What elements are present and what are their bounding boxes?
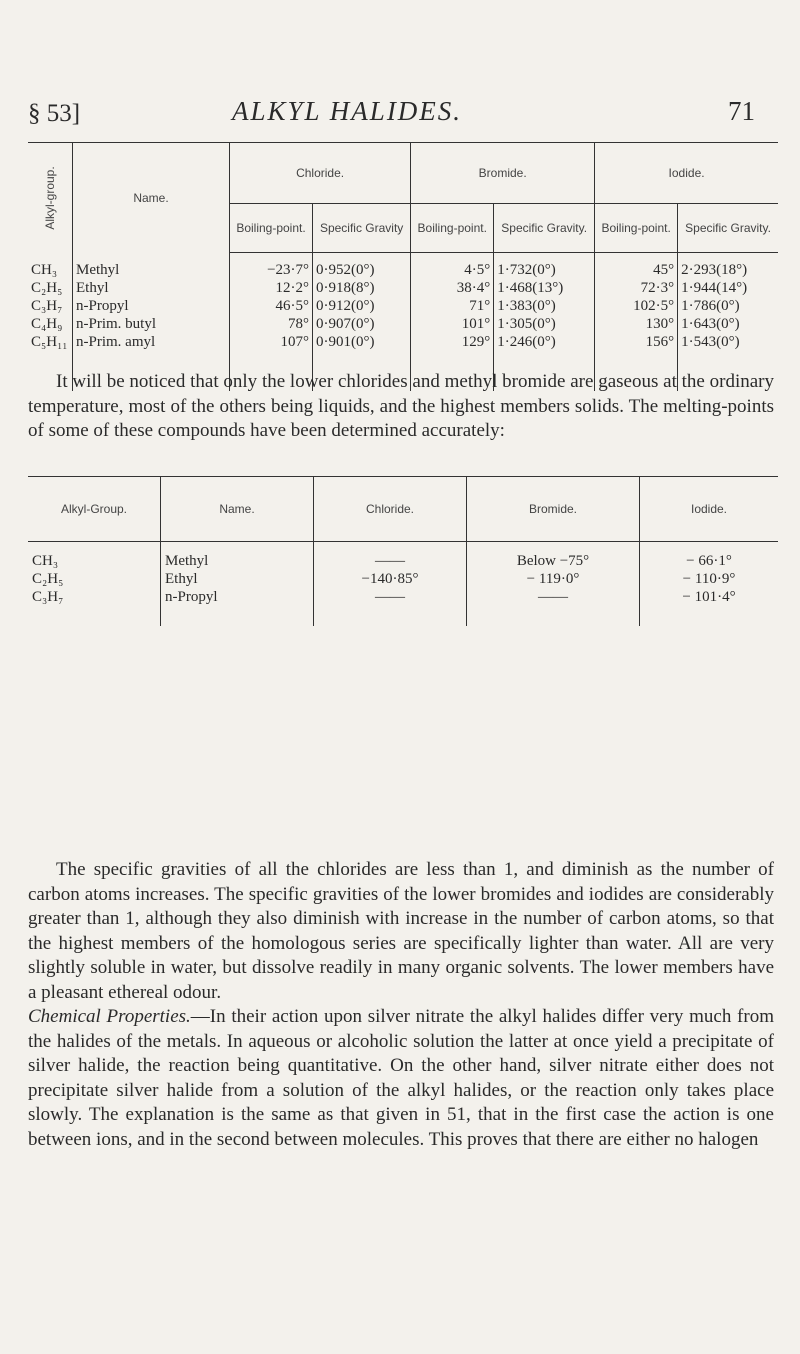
chloride-bp: 107° xyxy=(230,333,313,391)
table-row xyxy=(28,315,778,333)
chloride-bp: −23·7° xyxy=(230,253,313,280)
bromide-bp: 4·5° xyxy=(411,253,494,280)
table-row xyxy=(28,570,778,588)
paragraph-chemical-properties: —In their action upon silver nitrate the alkyl halides differ very much from the halides of the metals. In aqueous or alcoholic solution the latter at once yield a precipitate of silver halide, the reaction being quantitative. On the other hand, silver nitrate either does not precipitate silver halide from a solution of the alkyl halides, or the reaction only takes place slowly. The explanation is the same as that given in 51, that in the first case the action is one between ions, and in the second between molecules. This proves that there are either no halogen xyxy=(28,1006,774,1150)
bromide-mp: Below −75° xyxy=(467,542,640,571)
formula: C₂H₅ xyxy=(32,571,64,587)
compound-name: Methyl xyxy=(73,253,230,280)
col-alkyl-group: Alkyl-group. xyxy=(28,143,73,253)
bromide-bp: 71° xyxy=(411,297,494,315)
chloride-sg: 0·912(0°) xyxy=(313,297,411,315)
iodide-sg: 1·786(0°) xyxy=(678,297,778,315)
col-name: Name. xyxy=(161,477,314,542)
formula: C₃H₇ xyxy=(32,589,64,605)
subhead-iodide-sg: Specific Gravity. xyxy=(678,204,778,253)
subhead-chloride-sg: Specific Gravity xyxy=(313,204,411,253)
iodide-bp: 45° xyxy=(595,253,678,280)
table-row xyxy=(28,297,778,315)
paragraph-melting-intro: It will be noticed that only the lower chlorides and methyl bromide are gaseous at the ordinary temperature, most of the others being liquids, and the highest members solids. The melting-points of some of these compounds have been determined accurately: xyxy=(28,371,774,441)
iodide-sg: 2·293(18°) xyxy=(678,253,778,280)
compound-name: Ethyl xyxy=(161,570,314,588)
section-reference: § 53] xyxy=(28,100,81,127)
group-iodide: Iodide. xyxy=(595,143,778,204)
col-chloride: Chloride. xyxy=(314,477,467,542)
bromide-sg: 1·246(0°) xyxy=(494,333,595,391)
chloride-mp: −140·85° xyxy=(314,570,467,588)
page-header xyxy=(0,80,800,130)
iodide-mp: − 101·4° xyxy=(640,588,779,626)
paragraph-specific-gravities: The specific gravities of all the chlorides are less than 1, and diminish as the number of carbon atoms increases. The specific gravities of the lower bromides and iodides are considerably greater than 1, although they also diminish with increase in the number of carbon atoms, so that the highest members of the homologous series are specifically lighter than water. All are very slightly soluble in water, but dissolve readily in many organic solvents. The lower members have a pleasant ethereal odour. xyxy=(28,859,774,1003)
col-iodide: Iodide. xyxy=(640,477,779,542)
table-row xyxy=(28,588,778,626)
bromide-mp: − 119·0° xyxy=(467,570,640,588)
bromide-bp: 38·4° xyxy=(411,279,494,297)
group-bromide: Bromide. xyxy=(411,143,595,204)
iodide-bp: 156° xyxy=(595,333,678,391)
col-bromide: Bromide. xyxy=(467,477,640,542)
bromide-bp: 101° xyxy=(411,315,494,333)
subhead-iodide-bp: Boiling-point. xyxy=(595,204,678,253)
paragraph-properties xyxy=(28,858,774,1152)
group-chloride: Chloride. xyxy=(230,143,411,204)
bromide-bp: 129° xyxy=(411,333,494,391)
chloride-bp: 46·5° xyxy=(230,297,313,315)
subhead-bromide-bp: Boiling-point. xyxy=(411,204,494,253)
col-name: Name. xyxy=(73,143,230,253)
chloride-mp: —— xyxy=(314,588,467,626)
table-row xyxy=(28,253,778,280)
iodide-sg: 1·543(0°) xyxy=(678,333,778,391)
bromide-sg: 1·732(0°) xyxy=(494,253,595,280)
table-row xyxy=(28,279,778,297)
chloride-sg: 0·907(0°) xyxy=(313,315,411,333)
iodide-sg: 1·643(0°) xyxy=(678,315,778,333)
compound-name: n-Propyl xyxy=(161,588,314,626)
chloride-sg: 0·952(0°) xyxy=(313,253,411,280)
table-row xyxy=(28,542,778,571)
formula: C₂H₅ xyxy=(31,280,63,296)
subhead-chloride-bp: Boiling-point. xyxy=(230,204,313,253)
iodide-mp: − 110·9° xyxy=(640,570,779,588)
bromide-mp: —— xyxy=(467,588,640,626)
iodide-mp: − 66·1° xyxy=(640,542,779,571)
page-number: 71 xyxy=(728,96,755,126)
chloride-sg: 0·918(8°) xyxy=(313,279,411,297)
boiling-point-table xyxy=(28,142,778,391)
formula: C₅H₁₁ xyxy=(31,334,68,350)
running-title: ALKYL HALIDES. xyxy=(232,96,463,126)
subhead-bromide-sg: Specific Gravity. xyxy=(494,204,595,253)
iodide-sg: 1·944(14°) xyxy=(678,279,778,297)
compound-name: n-Propyl xyxy=(73,297,230,315)
compound-name: n-Prim. amyl xyxy=(73,333,230,391)
formula: C₄H₉ xyxy=(31,316,63,332)
compound-name: n-Prim. butyl xyxy=(73,315,230,333)
chloride-bp: 12·2° xyxy=(230,279,313,297)
formula: CH₃ xyxy=(32,553,59,569)
compound-name: Ethyl xyxy=(73,279,230,297)
iodide-bp: 102·5° xyxy=(595,297,678,315)
bromide-sg: 1·383(0°) xyxy=(494,297,595,315)
melting-point-table xyxy=(28,476,778,626)
chloride-bp: 78° xyxy=(230,315,313,333)
compound-name: Methyl xyxy=(161,542,314,571)
chloride-mp: —— xyxy=(314,542,467,571)
formula: CH₃ xyxy=(31,261,58,278)
formula: C₃H₇ xyxy=(31,298,63,314)
bromide-sg: 1·305(0°) xyxy=(494,315,595,333)
col-alkyl-group: Alkyl-Group. xyxy=(28,477,161,542)
iodide-bp: 130° xyxy=(595,315,678,333)
chloride-sg: 0·901(0°) xyxy=(313,333,411,391)
bromide-sg: 1·468(13°) xyxy=(494,279,595,297)
iodide-bp: 72·3° xyxy=(595,279,678,297)
chemical-properties-heading: Chemical Properties. xyxy=(28,1006,191,1027)
